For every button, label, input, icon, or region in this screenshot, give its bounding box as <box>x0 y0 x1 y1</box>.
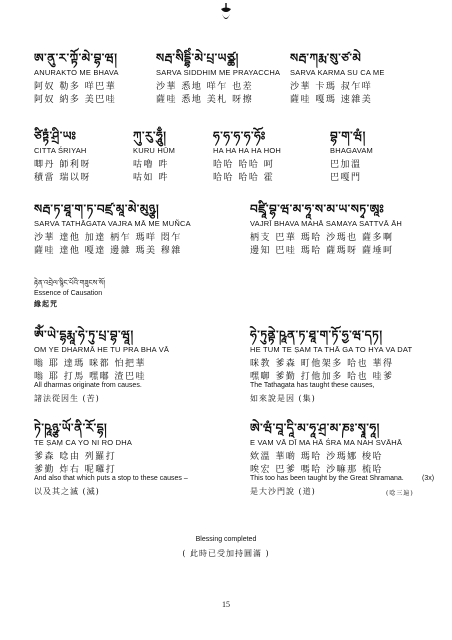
verse-romanized: ANURAKTO ME BHAVA <box>34 68 119 77</box>
verse-tibetan: ཙིཏྟཾ་ཤྲི་ཡཿ <box>34 129 77 143</box>
verse-tibetan: ཧེ་ཏུནྟེ་ཥཱན་ཏ་ཐཱ་ག་ཏོ་ཧྱ་ཝ་དཏ། <box>250 328 383 342</box>
verse-romanized: E VAM VĀ DĪ MA HĀ ŚRA MA NAH SVĀHĀ <box>250 438 403 447</box>
verse-chinese-1: 唧丹 師利呀 <box>34 160 91 170</box>
verse-chinese-2: 薩哇 悉地 美札 呀擦 <box>156 95 254 105</box>
verse-romanized: VAJRĪ BHAVA MAHĀ SAMAYA SATTVĀ ĀH <box>250 219 403 228</box>
verse-romanized: SARVA KARMA SU CA ME <box>290 68 385 77</box>
verse-english: This too has been taught by the Great Shramana. <box>250 475 404 482</box>
tibetan-ornament-icon <box>218 2 234 26</box>
verse-chinese-2: 爹勤 炸右 呢囉打 <box>34 465 117 475</box>
verse-chinese-meaning: 是大沙門說 (道) <box>250 487 316 496</box>
verse-tibetan: ཧ་ཧ་ཧ་ཧ་ཧོཿ <box>213 129 266 143</box>
verse-chinese-1: 巴加溫 <box>330 160 362 170</box>
page-number: 15 <box>222 600 230 609</box>
verse-chinese-1: 沙華 悉地 咩乍 也差 <box>156 82 254 92</box>
verse-romanized: TE ṢAṂ CA YO NI RO DHA <box>34 438 133 447</box>
verse-chinese-2: 咕如 吽 <box>133 173 169 183</box>
verse-chinese-1: 欸溫 華啲 瑪哈 沙瑪娜 梭哈 <box>250 452 383 462</box>
verse-chinese-2: 薩哇 達他 嘎達 邊雜 瑪美 穆雜 <box>34 246 182 256</box>
verse-tibetan: བཛྲཱི་བྷ་ཝ་མ་ཧཱ་ས་མ་ཡ་སཏྭ་ཨཱཿ <box>250 202 385 216</box>
causation-tibetan: རྟེན་འབྲེལ་སྙིང་པོའི་གཟུངས་སོ། <box>34 279 106 287</box>
verse-tibetan: ཨ་ནུ་ར་ཀྟོ་མེ་བྷ་ཝ། <box>34 51 118 65</box>
verse-chinese-2: 邊知 巴哇 瑪哈 薩瑪呀 薩埵呵 <box>250 246 394 256</box>
repeat-note-chinese: (唸三遍) <box>386 490 414 497</box>
verse-chinese-2: 嘿啣 爹勤 打他加多 哈也 哇爹 <box>250 372 394 382</box>
verse-chinese-2: 阿奴 納多 美巴哇 <box>34 95 117 105</box>
verse-chinese-1: 咪教 爹森 町他架多 哈也 華得 <box>250 359 394 369</box>
verse-chinese-1: 沙華 卡瑪 叔乍咩 <box>290 82 373 92</box>
verse-tibetan: ཨེ་ཝཾ་བཱ་དཱི་མ་ཧཱ་ཤྲ་མ་ཎཿ་སྭཱ་ཧཱ། <box>250 421 380 435</box>
verse-romanized: KURU HŪM <box>133 146 176 155</box>
verse-chinese-2: 薩哇 嘎瑪 速雜美 <box>290 95 373 105</box>
verse-romanized: HA HA HA HA HOH <box>213 146 282 155</box>
verse-tibetan: ཏེ་ཥཱཉྩ་ཡོ་ནི་རོ་དྷ། <box>34 421 108 435</box>
verse-chinese-2: 嗡 耶 打馬 嘿嘟 渣巴哇 <box>34 372 146 382</box>
verse-chinese-1: 柄支 巴華 瑪哈 沙瑪也 薩多啊 <box>250 233 394 243</box>
verse-tibetan: ཨོཾ་ཡེ་དྷརྨཱ་ཧེ་ཏུ་པྲ་བྷ་ཝཱ། <box>34 328 134 342</box>
verse-chinese-1: 爹森 唸由 列羅打 <box>34 452 117 462</box>
verse-chinese-2: 哈哈 哈哈 霍 <box>213 173 275 183</box>
verse-chinese-1: 嗡 耶 達瑪 咪都 怕把華 <box>34 359 146 369</box>
verse-chinese-meaning: 諸法從因生 (苦) <box>34 394 100 403</box>
verse-english: And also that which puts a stop to these causes – <box>34 475 188 482</box>
verse-romanized: SARVA TATHĀGATA VAJRA MĀ ME MUÑCA <box>34 219 191 228</box>
verse-chinese-2: 巴嘎門 <box>330 173 362 183</box>
verse-romanized: BHAGAVAM <box>330 146 373 155</box>
verse-romanized: OM YE DHARMĀ HE TU PRA BHA VĀ <box>34 345 170 354</box>
blessing-chinese: ( 此時已受加持圓滿 ) <box>182 549 270 558</box>
verse-chinese-1: 咕嚕 吽 <box>133 160 169 170</box>
verse-chinese-2: 積當 瑞以呀 <box>34 173 91 183</box>
verse-chinese-2: 唉宏 巴爹 嗎哈 沙嘛那 梳哈 <box>250 465 383 475</box>
verse-tibetan: བྷ་ག་ཝཾ། <box>330 129 366 143</box>
verse-english: The Tathagata has taught these causes, <box>250 382 375 389</box>
verse-tibetan: སརྦ་ཀརྨ་སུ་ཙ་མེ <box>290 51 362 65</box>
verse-tibetan: སརྦ་ཏ་ཐཱ་ག་ཏ་བཛྲ་མཱ་མེ་མུཉྩ། <box>34 202 160 216</box>
verse-romanized: SARVA SIDDHIM ME PRAYACCHA <box>156 68 281 77</box>
causation-english: Essence of Causation <box>34 290 103 297</box>
verse-romanized: HE TUM TE ṢAM TA THĀ GA TO HYA VA DAT <box>250 345 413 354</box>
verse-chinese-1: 哈哈 哈哈 呵 <box>213 160 275 170</box>
verse-english: All dharmas originate from causes. <box>34 382 142 389</box>
verse-chinese-meaning: 以及其之滅 (滅) <box>34 487 100 496</box>
verse-romanized: CITTA ŚRIYAH <box>34 146 87 155</box>
verse-chinese-1: 沙華 達他 加達 柄乍 瑪咩 悶乍 <box>34 233 182 243</box>
verse-tibetan: ཀུ་རུ་ཧཱུྃ། <box>133 129 167 143</box>
verse-chinese-1: 阿奴 勒多 咩巴華 <box>34 82 117 92</box>
repeat-note: (3x) <box>422 475 435 482</box>
verse-chinese-meaning: 如來說是因 (集) <box>250 394 316 403</box>
verse-tibetan: སརྦ་སིདྡྷིཾ་མེ་པྲ་ཡཙྪ། <box>156 51 239 65</box>
blessing-english: Blessing completed <box>195 536 257 543</box>
causation-chinese: 緣起咒 <box>34 299 58 308</box>
